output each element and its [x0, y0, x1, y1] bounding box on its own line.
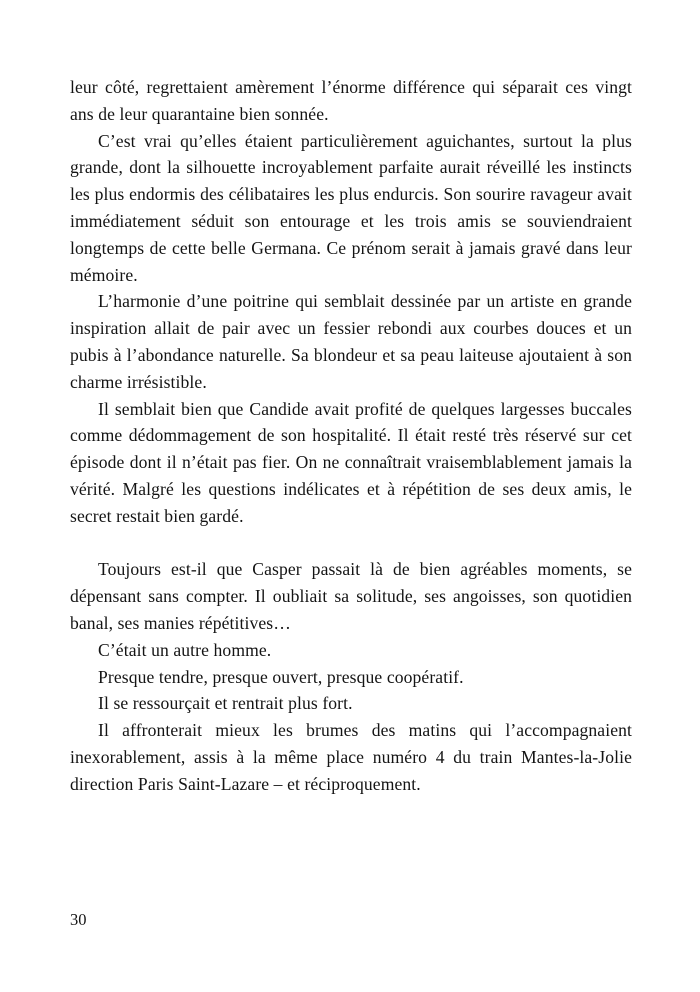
paragraph: Il affronterait mieux les brumes des matins qui l’accompagnaient inexorablement, assis à la même place numéro 4 du train Mantes-la-Jolie direction Paris Saint-Lazare – et réciproquement.: [70, 720, 632, 794]
page-text: [70, 74, 632, 798]
paragraph: Toujours est-il que Casper passait là de bien agréables moments, se dépensant sans compter. Il oubliait sa solitude, ses angoisses, son quotidien banal, ses manies répétitives…: [70, 559, 632, 633]
paragraph: Il semblait bien que Candide avait profité de quelques largesses buccales comme dédommagement de son hospitalité. Il était resté très réservé sur cet épisode dont il n’était pas fier. On ne connaîtrait vraisemblablement jamais la vérité. Malgré les questions indélicates et à répétition de ses deux amis, le secret restait bien gardé.: [70, 398, 632, 526]
paragraph: C’était un autre homme.: [98, 639, 272, 660]
paragraph: Presque tendre, presque ouvert, presque coopératif.: [98, 666, 464, 687]
page-number: 30: [70, 910, 87, 929]
paragraph: C’est vrai qu’elles étaient particulièrement aguichantes, surtout la plus grande, dont la silhouette incroyablement parfaite aurait réveillé les instincts les plus endormis des célibataires les plus endurcis. Son sourire ravageur avait immédiatement séduit son entourage et les trois amis se souviendraient longtemps de cette belle Germana. Ce prénom serait à jamais gravé dans leur mémoire.: [70, 130, 632, 285]
paragraph: leur côté, regrettaient amèrement l’énorme différence qui séparait ces vingt ans de leur quarantaine bien sonnée.: [70, 77, 632, 124]
paragraph: Il se ressourçait et rentrait plus fort.: [98, 693, 353, 714]
paragraph: L’harmonie d’une poitrine qui semblait dessinée par un artiste en grande inspiration allait de pair avec un fessier rebondi aux courbes douces et un pubis à l’abondance naturelle. Sa blondeur et sa peau laiteuse ajoutaient à son charme irrésistible.: [70, 291, 632, 392]
